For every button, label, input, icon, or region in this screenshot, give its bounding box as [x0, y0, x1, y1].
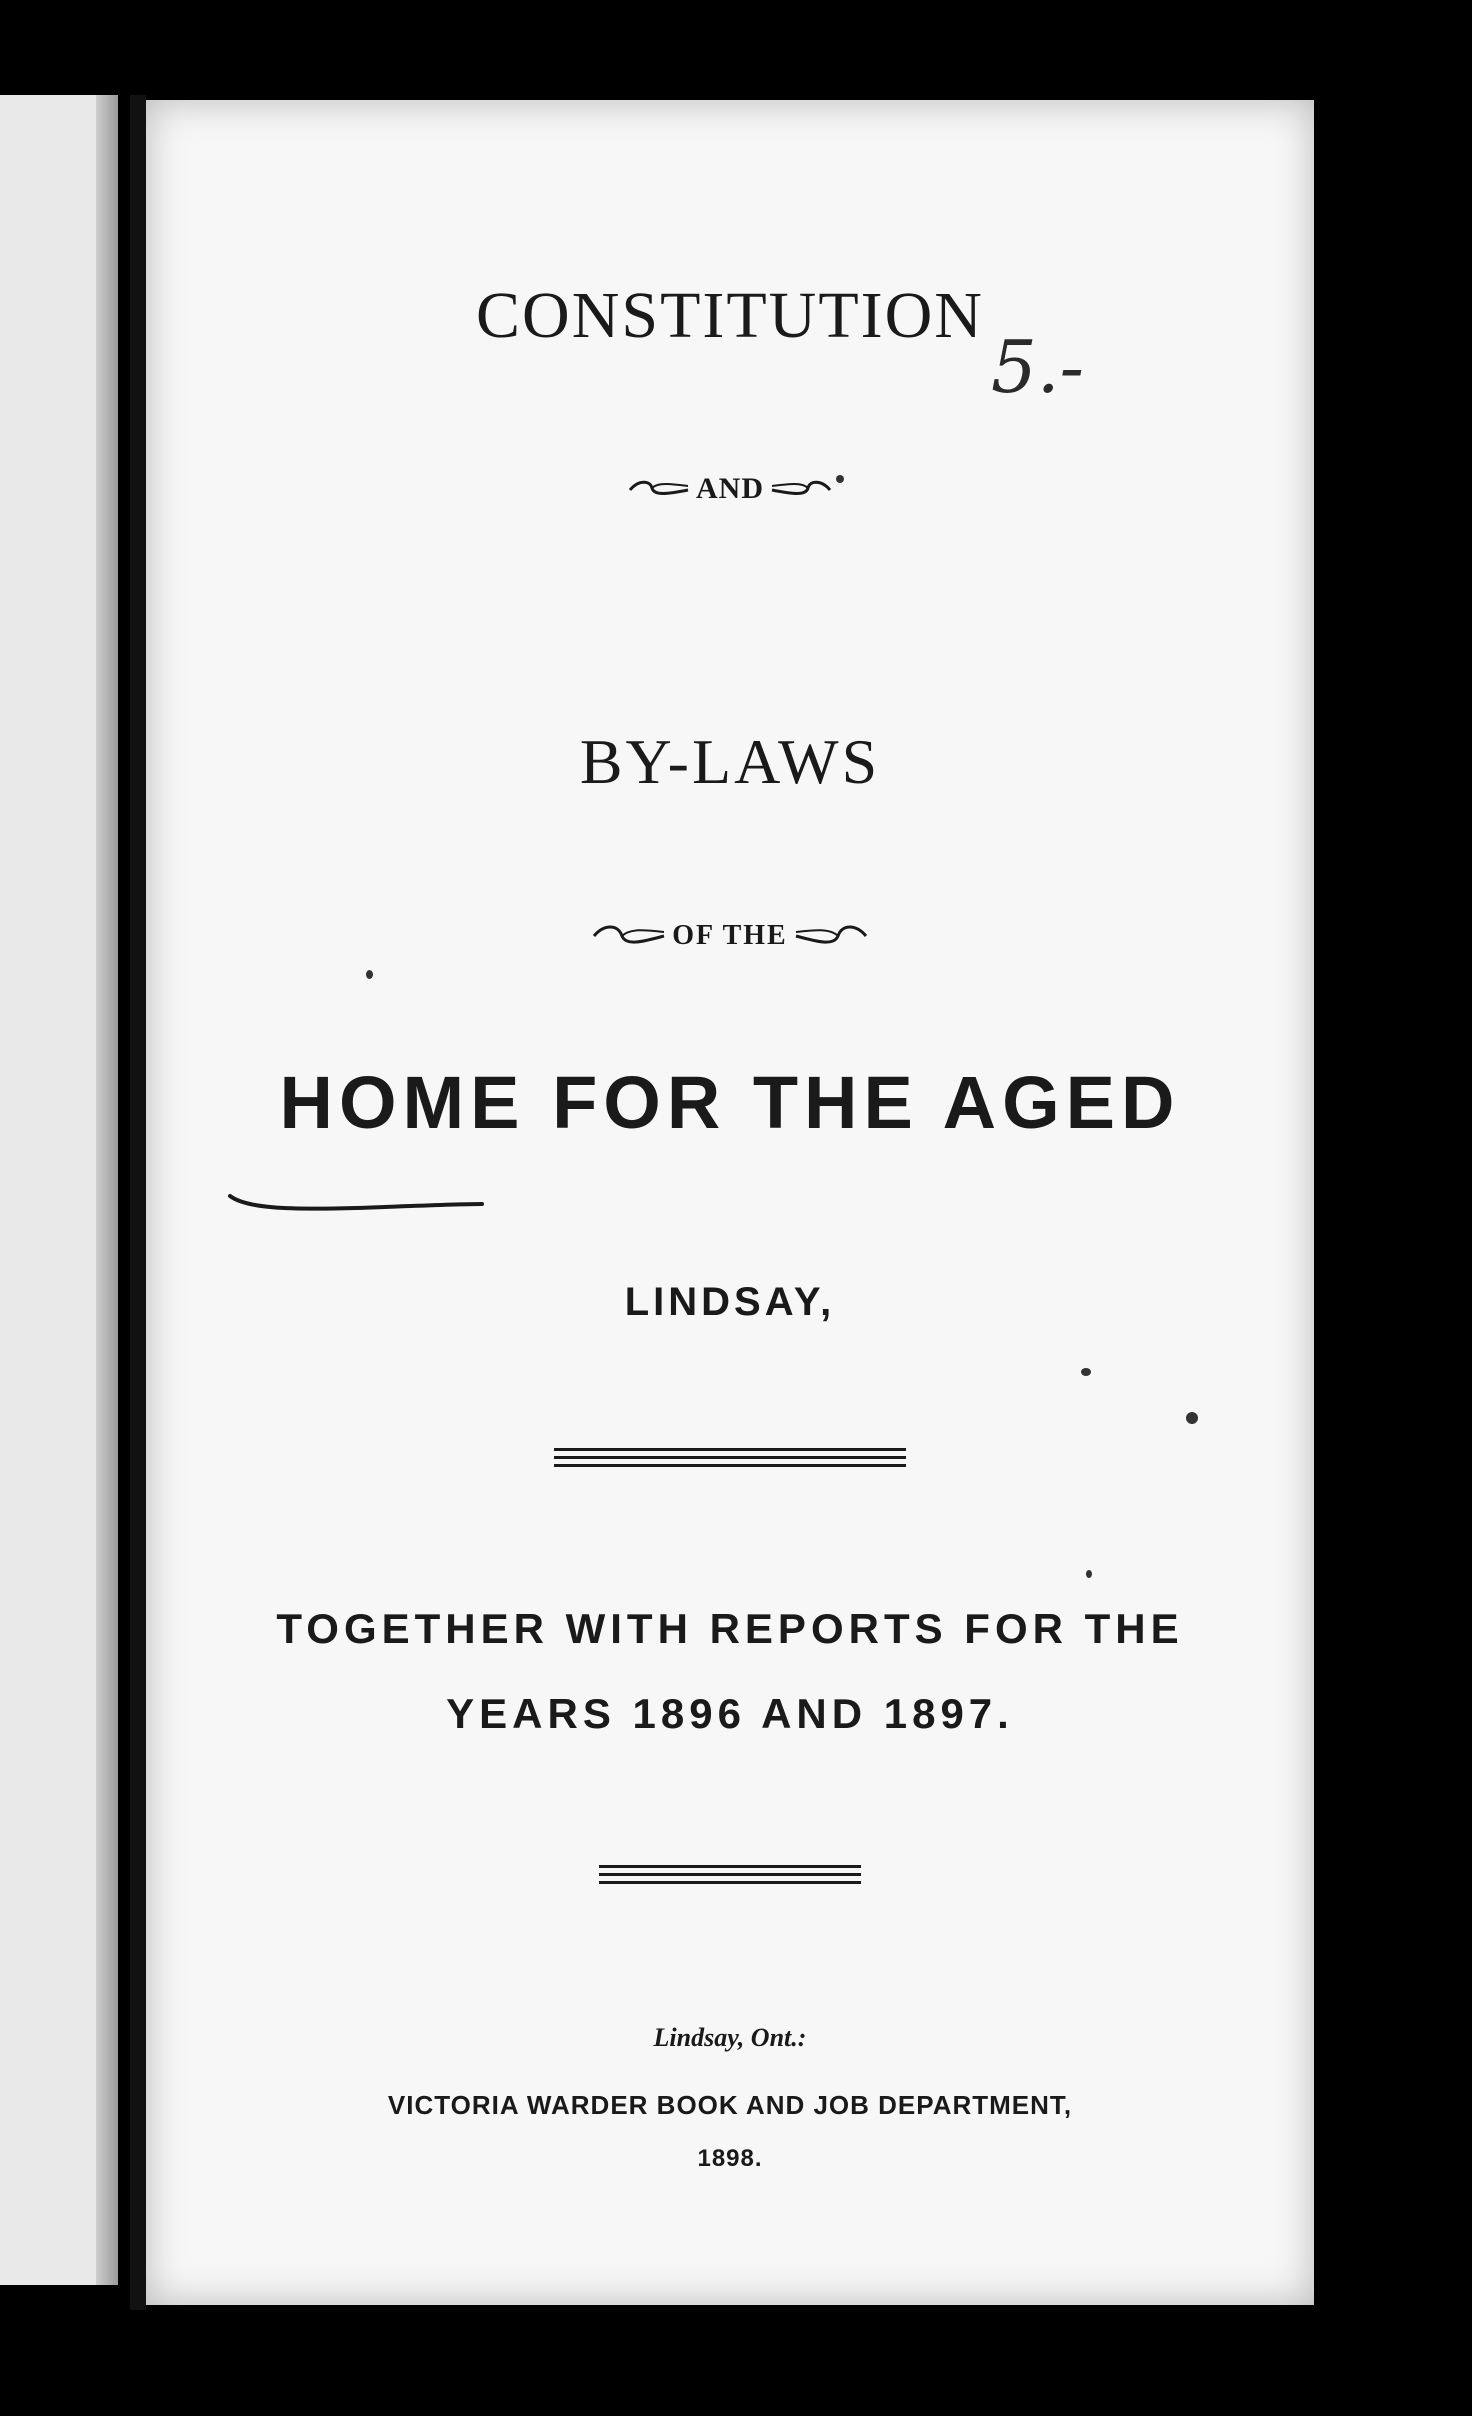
connector-of-the [146, 920, 1314, 952]
description-line-2: YEARS 1896 AND 1897. [446, 1690, 1014, 1737]
ink-speck [1081, 1368, 1091, 1376]
imprint-place: Lindsay, Ont.: [653, 2023, 807, 2052]
double-rule-divider [554, 1448, 906, 1472]
imprint-printer: VICTORIA WARDER BOOK AND JOB DEPARTMENT, [387, 2090, 1073, 2120]
organization-name: HOME FOR THE AGED [279, 1061, 1181, 1144]
adjacent-page-strip [0, 95, 118, 2285]
flourish-right-icon [770, 478, 832, 500]
handwritten-note: 5.- [990, 325, 1084, 409]
document-subtitle: BY-LAWS [579, 726, 881, 797]
connector-and-text: AND [696, 472, 764, 505]
handwritten-underline-mark [226, 1192, 486, 1214]
title-page [146, 100, 1314, 2305]
document-title: CONSTITUTION [476, 279, 984, 352]
ink-speck [1186, 1412, 1198, 1424]
description-line-1: TOGETHER WITH REPORTS FOR THE [276, 1605, 1184, 1652]
imprint-year: 1898. [697, 2145, 763, 2172]
flourish-left-icon [628, 478, 690, 500]
flourish-left-icon [592, 924, 666, 948]
book-spine-edge [130, 95, 146, 2310]
ink-speck [1086, 1570, 1092, 1578]
connector-and [146, 472, 1314, 506]
flourish-right-icon [794, 924, 868, 948]
connector-of-the-text: OF THE [672, 920, 788, 951]
double-rule-divider [599, 1865, 861, 1889]
ink-speck [366, 970, 373, 979]
location-name: LINDSAY, [624, 1280, 836, 1324]
ink-speck [836, 475, 844, 483]
